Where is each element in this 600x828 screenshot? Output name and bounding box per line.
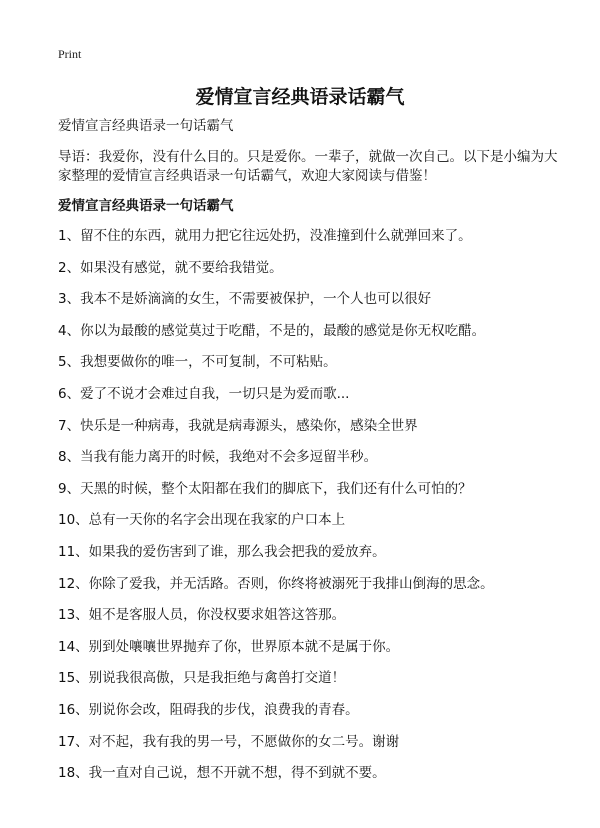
quote-item: 7、快乐是一种病毒，我就是病毒源头，感染你，感染全世界 bbox=[58, 417, 418, 434]
page-title: 爱情宣言经典语录话霸气 bbox=[195, 86, 405, 108]
article-subtitle: 爱情宣言经典语录一句话霸气 bbox=[58, 118, 234, 134]
quote-item: 6、爱了不说才会难过自我，一切只是为爱而歌... bbox=[58, 385, 350, 402]
quote-list bbox=[58, 227, 558, 796]
quote-item: 1、留不住的东西，就用力把它往远处扔，没准撞到什么就弹回来了。 bbox=[58, 228, 472, 244]
quote-item: 9、天黑的时候，整个太阳都在我们的脚底下，我们还有什么可怕的？ bbox=[58, 480, 472, 497]
quote-item: 17、对不起，我有我的男一号，不愿做你的女二号。谢谢 bbox=[58, 733, 400, 750]
print-link[interactable]: Print bbox=[58, 47, 82, 61]
section-heading: 爱情宣言经典语录一句话霸气 bbox=[58, 198, 234, 214]
article-body bbox=[58, 117, 558, 796]
quote-item: 5、我想要做你的唯一，不可复制，不可粘贴。 bbox=[58, 354, 337, 371]
quote-item: 11、如果我的爱伤害到了谁，那么我会把我的爱放弃。 bbox=[58, 543, 386, 560]
quote-item: 13、姐不是客服人员，你没权要求姐答这答那。 bbox=[58, 607, 346, 624]
quote-item: 4、你以为最酸的感觉莫过于吃醋，不是的，最酸的感觉是你无权吃醋。 bbox=[58, 322, 486, 339]
quote-item: 16、别说你会改，阻碍我的步伐，浪费我的青春。 bbox=[58, 701, 359, 718]
quote-item: 15、别说我很高傲，只是我拒绝与禽兽打交道！ bbox=[58, 670, 346, 687]
quote-item: 12、你除了爱我，并无活路。否则，你终将被溺死于我排山倒海的思念。 bbox=[58, 575, 494, 592]
quote-item: 3、我本不是娇滴滴的女生，不需要被保护，一个人也可以很好 bbox=[58, 291, 432, 308]
quote-item: 14、别到处嚷嚷世界抛弃了你，世界原本就不是属于你。 bbox=[58, 638, 400, 655]
quote-item: 2、如果没有感觉，就不要给我错觉。 bbox=[58, 259, 283, 276]
quote-item: 10、总有一天你的名字会出现在我家的户口本上 bbox=[58, 512, 346, 529]
intro-paragraph: 导语：我爱你，没有什么目的。只是爱你。一辈子，就做一次自己。以下是小编为大家整理的爱情宣言经典语录一句话霸气，欢迎大家阅读与借鉴！ bbox=[58, 149, 558, 184]
quote-item: 18、我一直对自己说，想不开就不想，得不到就不要。 bbox=[58, 765, 386, 782]
quote-item: 8、当我有能力离开的时候，我绝对不会多逗留半秒。 bbox=[58, 449, 378, 466]
